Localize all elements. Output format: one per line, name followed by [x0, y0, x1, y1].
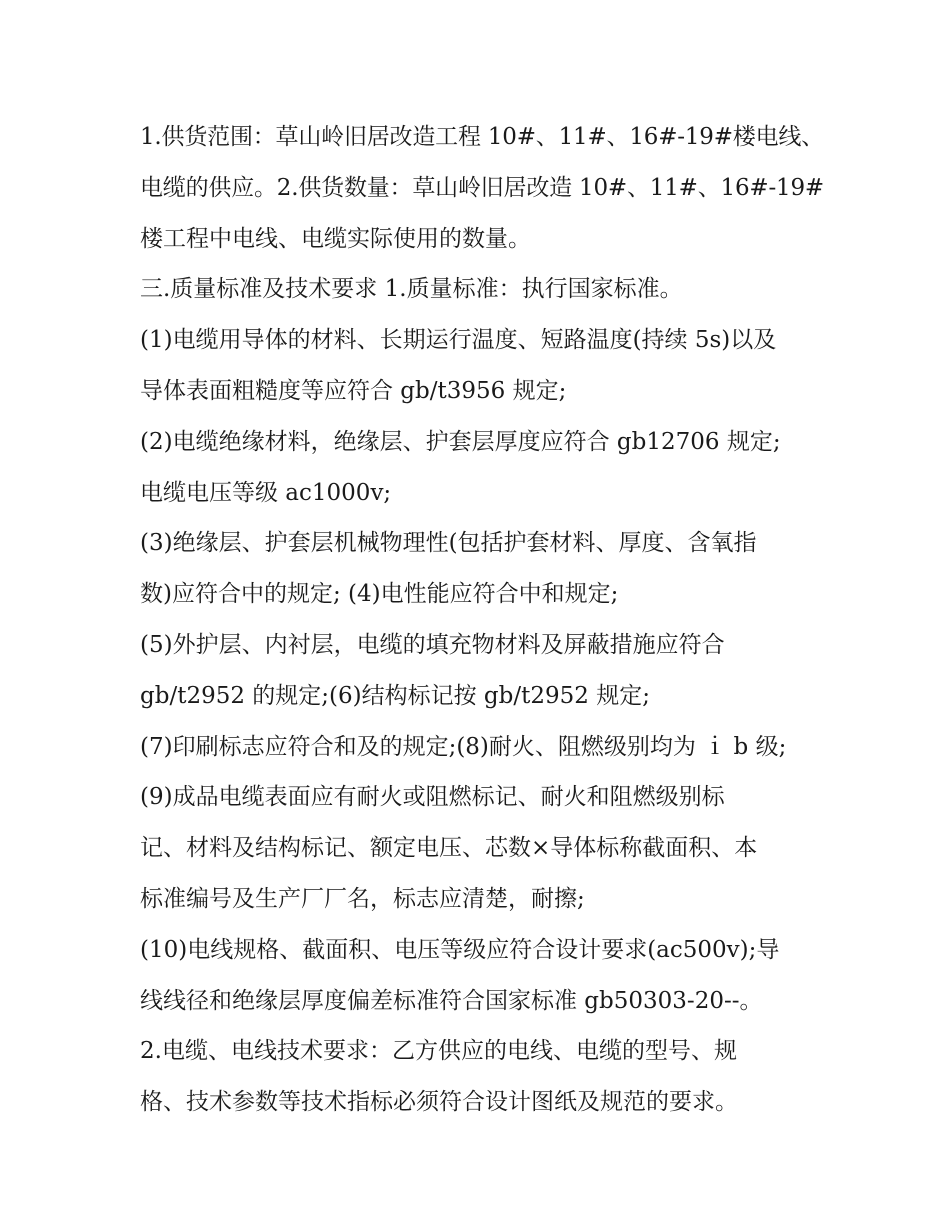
- text-line: (7)印刷标志应符合和及的规定;(8)耐火、阻燃级别均为 ｉ b 级;: [140, 733, 787, 760]
- text-line: 导体表面粗糙度等应符合 gb/t3956 规定;: [140, 377, 567, 404]
- text-line: (9)成品电缆表面应有耐火或阻燃标记、耐火和阻燃级别标: [140, 784, 725, 811]
- text-line: 格、技术参数等技术指标必须符合设计图纸及规范的要求。: [140, 1089, 738, 1116]
- text-line: 三.质量标准及技术要求 1.质量标准：执行国家标准。: [140, 276, 683, 303]
- text-line: (3)绝缘层、护套层机械物理性(包括护套材料、厚度、含氧指: [140, 530, 757, 557]
- text-line: 电缆的供应。2.供货数量：草山岭旧居改造 10#、11#、16#-19#: [140, 174, 824, 201]
- text-line: gb/t2952 的规定;(6)结构标记按 gb/t2952 规定;: [140, 682, 650, 709]
- text-line: (2)电缆绝缘材料，绝缘层、护套层厚度应符合 gb12706 规定;: [140, 428, 781, 455]
- text-line: 电缆电压等级 ac1000v;: [140, 479, 392, 506]
- document-body: [140, 112, 830, 1128]
- text-line: 记、材料及结构标记、额定电压、芯数×导体标称截面积、本: [140, 835, 758, 862]
- text-line: 数)应符合中的规定; (4)电性能应符合中和规定;: [140, 581, 619, 608]
- text-line: 1.供货范围：草山岭旧居改造工程 10#、11#、16#-19#楼电线、: [140, 124, 824, 150]
- text-line: 线线径和绝缘层厚度偏差标准符合国家标准 gb50303-20--。: [140, 987, 763, 1014]
- text-line: (5)外护层、内衬层，电缆的填充物材料及屏蔽措施应符合: [140, 631, 725, 658]
- text-line: (1)电缆用导体的材料、长期运行温度、短路温度(持续 5s)以及: [140, 327, 777, 354]
- text-line: (10)电线规格、截面积、电压等级应符合设计要求(ac500v);导: [140, 936, 780, 963]
- text-line: 楼工程中电线、电缆实际使用的数量。: [140, 225, 531, 252]
- text-line: 标准编号及生产厂厂名，标志应清楚，耐擦;: [140, 885, 585, 912]
- text-line: 2.电缆、电线技术要求：乙方供应的电线、电缆的型号、规: [140, 1038, 737, 1065]
